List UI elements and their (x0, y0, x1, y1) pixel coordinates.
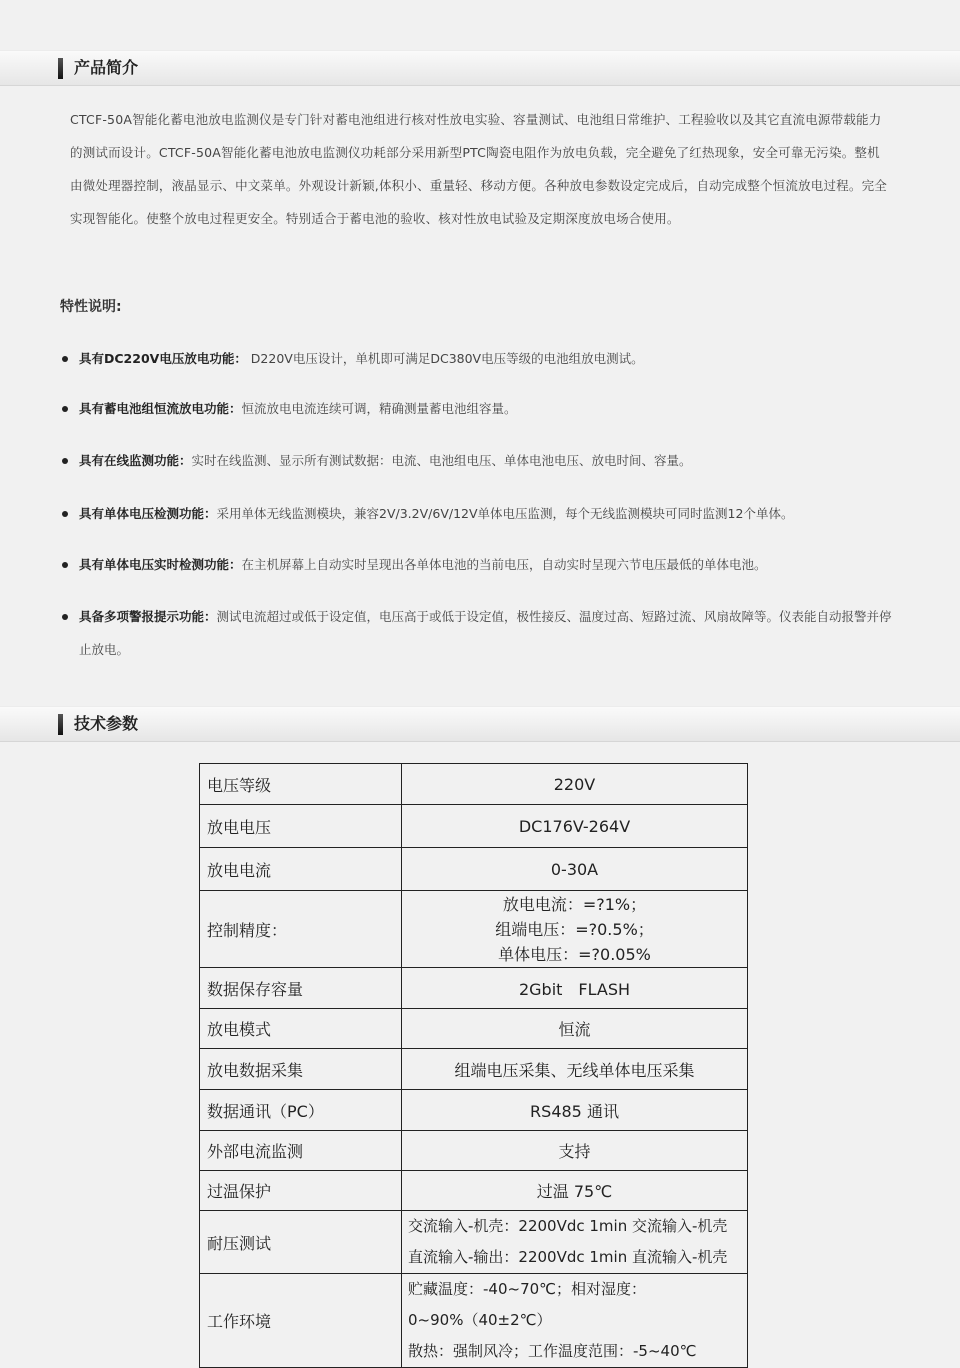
table-row (200, 1090, 748, 1131)
table-row (200, 764, 748, 805)
table-row (200, 1009, 748, 1049)
spec-value-line: 单体电压：=?0.05% (498, 944, 651, 964)
feature-item (62, 548, 892, 581)
spec-key: 外部电流监测 (200, 1131, 402, 1171)
table-row (200, 805, 748, 848)
bullet-icon (62, 614, 68, 620)
spec-value (402, 1211, 748, 1274)
spec-value: DC176V-264V (402, 805, 748, 848)
section-header-intro (0, 50, 960, 86)
feature-item (62, 342, 892, 375)
table-row (200, 1211, 748, 1274)
spec-value-line: 散热：强制风冷；工作温度范围：-5~40℃ (408, 1342, 697, 1360)
spec-value: 组端电压采集、无线单体电压采集 (402, 1049, 748, 1090)
spec-key: 控制精度： (200, 891, 402, 968)
section-title: 产品简介 (74, 58, 139, 77)
table-row (200, 1274, 748, 1368)
bullet-icon (62, 562, 68, 568)
spec-table (199, 763, 748, 1368)
bullet-icon (62, 511, 68, 517)
spec-value-line: 放电电流：=?1%； (502, 894, 647, 914)
table-row (200, 1171, 748, 1211)
feature-item (62, 600, 892, 666)
section-header-specs (0, 706, 960, 742)
feature-item (62, 497, 892, 530)
feature-label: 具有单体电压检测功能： (79, 506, 217, 521)
spec-value: 支持 (402, 1131, 748, 1171)
spec-key: 过温保护 (200, 1171, 402, 1211)
spec-key: 数据通讯（PC） (200, 1090, 402, 1131)
section-marker (58, 714, 63, 735)
spec-key: 耐压测试 (200, 1211, 402, 1274)
feature-label: 具有在线监测功能： (79, 453, 192, 468)
spec-key: 电压等级 (200, 764, 402, 805)
feature-text: 测试电流超过或低于设定值，电压高于或低于设定值，极性接反、温度过高、短路过流、风扇故障等。仪表能自动报警并停止放电。 (79, 609, 892, 657)
spec-value: 220V (402, 764, 748, 805)
spec-value: 0-30A (402, 848, 748, 891)
spec-key: 放电数据采集 (200, 1049, 402, 1090)
spec-value (402, 1274, 748, 1368)
bullet-icon (62, 356, 68, 362)
feature-label: 具备多项警报提示功能： (79, 609, 217, 624)
feature-text: 在主机屏幕上自动实时呈现出各单体电池的当前电压，自动实时呈现六节电压最低的单体电池。 (241, 557, 767, 572)
spec-value: 2Gbit FLASH (402, 968, 748, 1009)
spec-value: RS485 通讯 (402, 1090, 748, 1131)
feature-text: 采用单体无线监测模块，兼容2V/3.2V/6V/12V单体电压监测，每个无线监测模块可同时监测12个单体。 (216, 506, 794, 521)
feature-item (62, 444, 892, 477)
spec-value-line: 贮藏温度：-40~70℃；相对湿度：0~90%（40±2℃） (408, 1280, 647, 1329)
spec-key: 放电模式 (200, 1009, 402, 1049)
spec-value-line: 交流输入-机壳：2200Vdc 1min 交流输入-机壳 (408, 1217, 728, 1235)
table-row (200, 891, 748, 968)
section-title: 技术参数 (74, 714, 139, 733)
spec-value: 恒流 (402, 1009, 748, 1049)
feature-text: 恒流放电电流连续可调，精确测量蓄电池组容量。 (241, 401, 517, 416)
table-row (200, 848, 748, 891)
feature-text: D220V电压设计，单机即可满足DC380V电压等级的电池组放电测试。 (246, 351, 644, 366)
feature-item (62, 392, 892, 425)
intro-paragraph: CTCF-50A智能化蓄电池放电监测仪是专门针对蓄电池组进行核对性放电实验、容量测试、电池组日常维护、工程验收以及其它直流电源带载能力的测试而设计。CTCF-50A智能化蓄电池放电监测仪功耗部分采用新型PTC陶瓷电阻作为放电负载，完全避免了红热现象，安全可靠无污染。整机由微处理器控制，液晶显示、中文菜单。外观设计新颖,体积小、重量轻、移动方便。各种放电参数设定完成后，自动完成整个恒流放电过程。完全实现智能化。使整个放电过程更安全。特别适合于蓄电池的验收、核对性放电试验及定期深度放电场合使用。 (70, 112, 887, 226)
feature-label: 具有DC220V电压放电功能： (79, 351, 247, 366)
table-row (200, 968, 748, 1009)
features-title: 特性说明: (60, 299, 122, 315)
spec-value-line: 直流输入-输出：2200Vdc 1min 直流输入-机壳 (408, 1248, 728, 1266)
feature-label: 具有蓄电池组恒流放电功能： (79, 401, 242, 416)
table-row (200, 1049, 748, 1090)
feature-label: 具有单体电压实时检测功能： (79, 557, 242, 572)
spec-key: 放电电压 (200, 805, 402, 848)
bullet-icon (62, 406, 68, 412)
feature-text: 实时在线监测、显示所有测试数据：电流、电池组电压、单体电池电压、放电时间、容量。 (191, 453, 692, 468)
spec-key: 放电电流 (200, 848, 402, 891)
table-row (200, 1131, 748, 1171)
spec-value-line: 组端电压：=?0.5%； (495, 919, 654, 939)
spec-key: 工作环境 (200, 1274, 402, 1368)
spec-value (402, 891, 748, 968)
bullet-icon (62, 458, 68, 464)
spec-value: 过温 75℃ (402, 1171, 748, 1211)
spec-key: 数据保存容量 (200, 968, 402, 1009)
section-marker (58, 58, 63, 79)
